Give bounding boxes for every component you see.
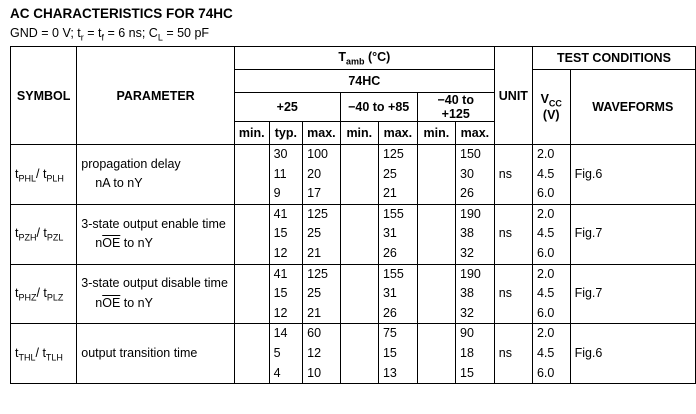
value: 15 [460,365,474,380]
value: 21 [382,186,397,201]
parameter-path: nA to nY [95,176,143,191]
value: 38 [460,286,474,301]
waveform-cell: Fig.6 [570,145,695,205]
max-header: max. [378,122,417,145]
value: 2.0 [536,147,555,161]
typ25-cell [269,324,303,384]
value: 15 [273,286,288,301]
test-conditions-header: TEST CONDITIONS [532,47,695,70]
value: 11 [273,166,287,181]
waveform-cell: Fig.6 [570,324,695,384]
min85-cell [340,324,378,384]
parameter-cell [77,264,235,324]
min25-cell [234,264,269,324]
value: 9 [273,186,281,201]
value: 125 [382,147,404,161]
parameter-name: propagation delay [81,156,181,171]
min25-cell [234,204,269,264]
max125-cell [456,264,495,324]
value: 31 [382,286,397,301]
value: 90 [460,326,474,341]
value: 25 [307,286,322,301]
value: 2.0 [536,206,555,221]
value: 6.0 [536,365,555,380]
value: 190 [460,206,481,221]
value: 2.0 [536,326,555,341]
value: 4.5 [536,286,555,301]
symbol-header: SYMBOL [11,47,77,145]
value: 30 [460,166,474,181]
max25-cell [303,145,341,205]
unit-header: UNIT [494,47,532,145]
test-conditions-line: GND = 0 V; $t_r = t_f = 6$ ns; $C_L = 50$ pF [10,26,210,43]
symbol-cell: $t_{PZH}/$ $t_{PZL}$ [11,204,77,264]
waveform-cell: Fig.7 [570,264,695,324]
value: 12 [307,345,322,360]
max125-cell [456,324,495,384]
value: 4.5 [536,226,555,241]
value: 155 [382,266,404,281]
tamb-header: $T_{amb}$ (°C) [234,47,494,70]
typ25-cell [269,145,303,205]
value: 32 [460,245,474,260]
vcc-cell [532,204,570,264]
value: 6.0 [536,186,555,201]
min85-cell [340,264,378,324]
parameter-name: 3-state output enable time [81,216,226,231]
family-header: 74HC [234,70,494,93]
min-header: min. [234,122,269,145]
value: 17 [307,186,322,201]
value: 14 [273,326,288,341]
value: 60 [307,326,322,341]
max85-cell [378,204,417,264]
value: 25 [307,226,322,241]
parameter-path: $n\overline{OE}$ to nY [95,236,153,251]
value: 18 [460,345,474,360]
parameter-cell [77,324,235,384]
parameter-cell [77,145,235,205]
table-row [11,324,696,384]
value: 21 [307,305,322,320]
min-header: min. [417,122,455,145]
value: 26 [382,245,397,260]
min125-cell [417,264,455,324]
value: 155 [382,206,404,221]
value: 20 [307,166,322,181]
max-header: max. [456,122,495,145]
value: 13 [382,365,397,380]
max-header: max. [303,122,341,145]
symbol-cell: $t_{PHZ}/$ $t_{PLZ}$ [11,264,77,324]
value: 190 [460,266,481,281]
vcc-cell [532,264,570,324]
vcc-cell [532,324,570,384]
parameter-name: 3-state output disable time [81,276,228,291]
value: 6.0 [536,245,555,260]
min85-cell [340,204,378,264]
range-85-header: −40 to +85 [340,93,417,122]
typ25-cell [269,264,303,324]
value: 5 [273,345,281,360]
value: 100 [307,147,328,161]
unit-cell: ns [494,264,532,324]
max85-cell [378,324,417,384]
symbol-cell: $t_{THL}/$ $t_{TLH}$ [11,324,77,384]
min125-cell [417,324,455,384]
value: 38 [460,226,474,241]
symbol-cell: $t_{PHL}/$ $t_{PLH}$ [11,145,77,205]
table-row [11,145,696,205]
value: 31 [382,226,397,241]
max85-cell [378,145,417,205]
min85-cell [340,145,378,205]
waveform-cell: Fig.7 [570,204,695,264]
value: 21 [307,245,322,260]
vcc-cell [532,145,570,205]
value: 30 [273,147,288,161]
vcc-header: $V_{CC}$ (V) [532,70,570,145]
value: 4.5 [536,345,555,360]
value: 4.5 [536,166,555,181]
parameter-path: $n\overline{OE}$ to nY [95,295,153,310]
unit-cell: ns [494,145,532,205]
value: 75 [382,326,397,341]
max125-cell [456,204,495,264]
max125-cell [456,145,495,205]
min-header: min. [340,122,378,145]
parameter-header: PARAMETER [77,47,235,145]
value: 32 [460,305,474,320]
table-row [11,204,696,264]
waveforms-header: WAVEFORMS [570,70,695,145]
min25-cell [234,324,269,384]
max25-cell [303,264,341,324]
value: 12 [273,245,288,260]
max25-cell [303,324,341,384]
ac-characteristics-table [10,46,696,384]
value: 26 [382,305,397,320]
value: 10 [307,365,322,380]
value: 12 [273,305,288,320]
unit-cell: ns [494,204,532,264]
min125-cell [417,204,455,264]
range-25-header: +25 [234,93,340,122]
unit-cell: ns [494,324,532,384]
value: 6.0 [536,305,555,320]
value: 125 [307,206,328,221]
max85-cell [378,264,417,324]
value: 41 [273,206,288,221]
parameter-cell [77,204,235,264]
value: 4 [273,365,281,380]
min125-cell [417,145,455,205]
parameter-name: output transition time [81,345,198,360]
value: 15 [382,345,397,360]
value: 2.0 [536,266,555,281]
value: 26 [460,186,474,201]
max25-cell [303,204,341,264]
value: 125 [307,266,328,281]
value: 25 [382,166,397,181]
table-row [11,264,696,324]
min25-cell [234,145,269,205]
typ-header: typ. [269,122,303,145]
typ25-cell [269,204,303,264]
range-125-header: −40 to +125 [417,93,494,122]
value: 15 [273,226,288,241]
value: 41 [273,266,288,281]
value: 150 [460,147,481,161]
page-title: AC CHARACTERISTICS FOR 74HC [10,6,233,21]
